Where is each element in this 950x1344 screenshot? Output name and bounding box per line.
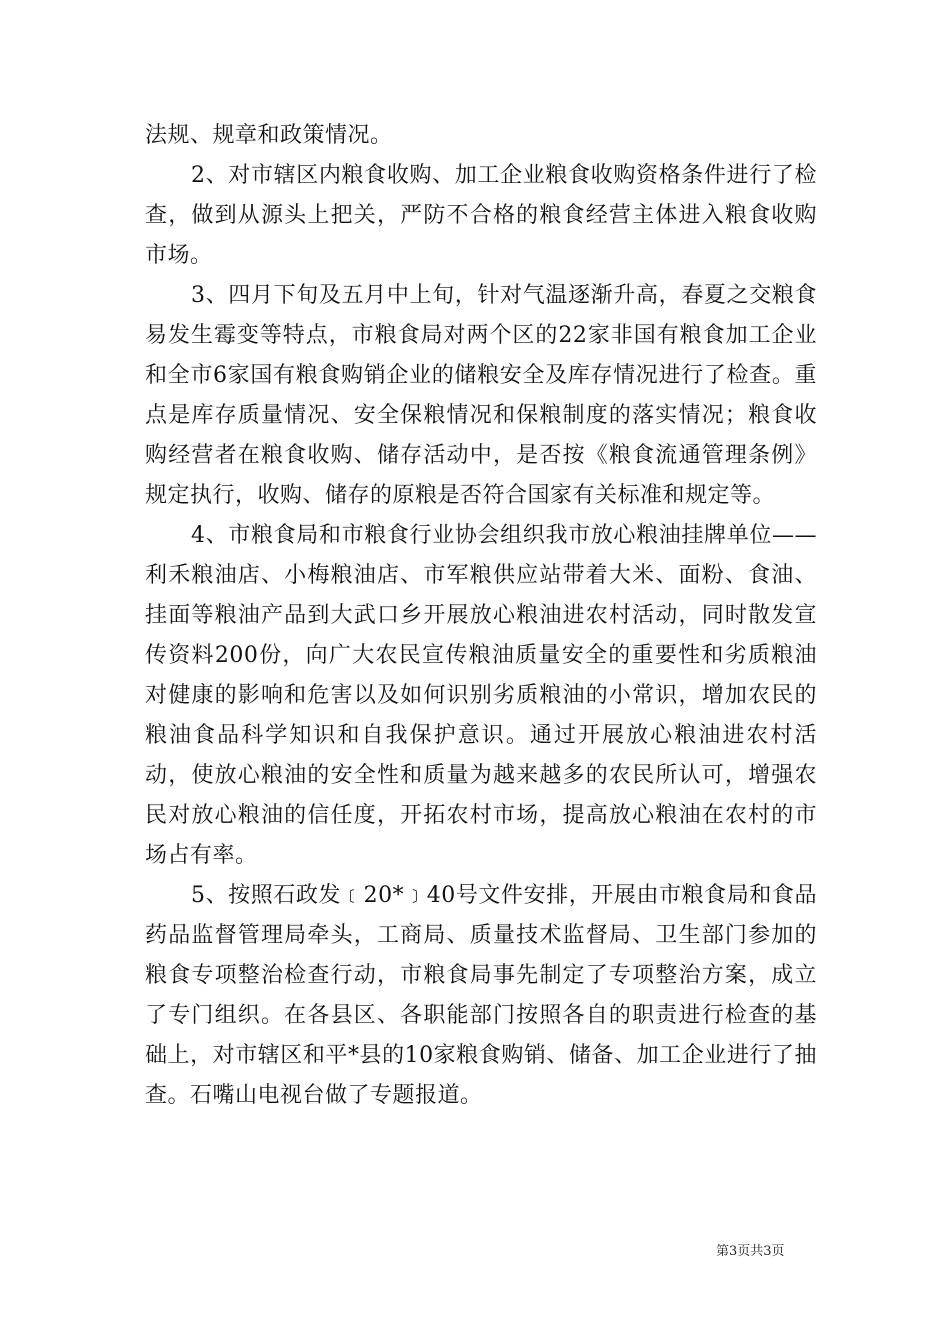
paragraph-continuation: 法规、规章和政策情况。 (145, 123, 393, 148)
document-body (145, 116, 817, 1116)
paragraph-item-4: 4、市粮食局和市粮食行业协会组织我市放心粮油挂牌单位——利禾粮油店、小梅粮油店、市军粮供应站带着大米、面粉、食油、挂面等粮油产品到大武口乡开展放心粮油进农村活动，同时散发宣传资料200份，向广大农民宣传粮油质量安全的重要性和劣质粮油对健康的影响和危害以及如何识别劣质粮油的小常识，增加农民的粮油食品科学知识和自我保护意识。通过开展放心粮油进农村活动，使放心粮油的安全性和质量为越来越多的农民所认可，增强农民对放心粮油的信任度，开拓农村市场，提高放心粮油在农村的市场占有率。 (145, 523, 817, 868)
paragraph-item-2: 2、对市辖区内粮食收购、加工企业粮食收购资格条件进行了检查，做到从源头上把关，严防不合格的粮食经营主体进入粮食收购市场。 (145, 163, 817, 268)
page-number-footer: 第3页共3页 (716, 1244, 785, 1259)
paragraph-item-5: 5、按照石政发﹝20*﹞40号文件安排，开展由市粮食局和食品药品监督管理局牵头，工商局、质量技术监督局、卫生部门参加的粮食专项整治检查行动，市粮食局事先制定了专项整治方案，成立了专门组织。在各县区、各职能部门按照各自的职责进行检查的基础上，对市辖区和平*县的10家粮食购销、储备、加工企业进行了抽查。石嘴山电视台做了专题报道。 (145, 883, 817, 1108)
paragraph-item-3: 3、四月下旬及五月中上旬，针对气温逐渐升高，春夏之交粮食易发生霉变等特点，市粮食局对两个区的22家非国有粮食加工企业和全市6家国有粮食购销企业的储粮安全及库存情况进行了检查。重点是库存质量情况、安全保粮情况和保粮制度的落实情况；粮食收购经营者在粮食收购、储存活动中，是否按《粮食流通管理条例》规定执行，收购、储存的原粮是否符合国家有关标准和规定等。 (145, 283, 817, 508)
